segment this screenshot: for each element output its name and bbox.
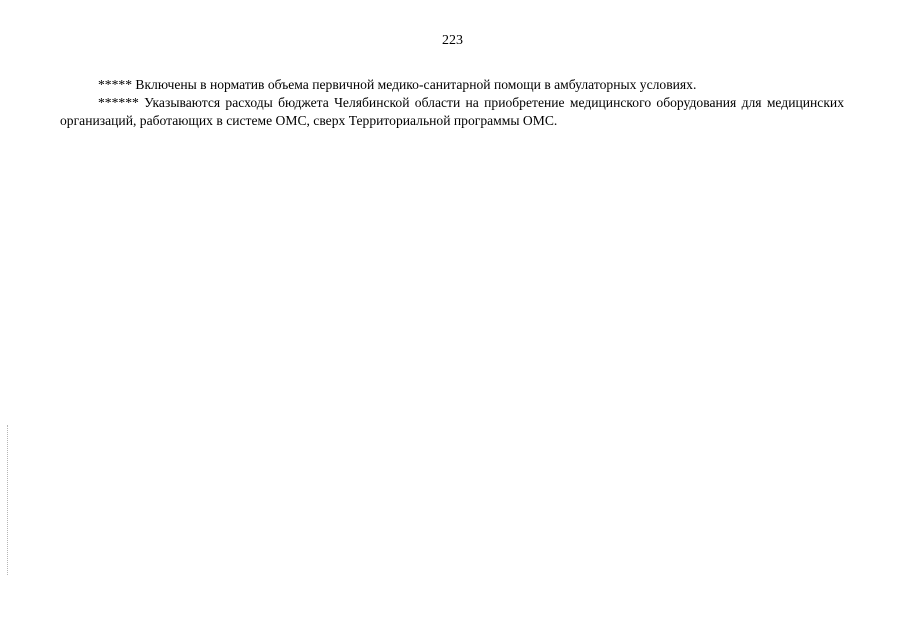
footnote-5-marker: ***** bbox=[98, 77, 132, 92]
footnote-5 bbox=[60, 76, 844, 94]
footnote-6-text: Указываются расходы бюджета Челябинской области на приобретение медицинского оборудования для медицинских организаций, работающих в системе ОМС, сверх Территориальной программы ОМС. bbox=[60, 95, 845, 128]
scan-margin-line bbox=[7, 425, 8, 575]
footnote-6-marker: ****** bbox=[98, 95, 139, 110]
footnote-5-text: Включены в норматив объема первичной медико-санитарной помощи в амбулаторных условиях. bbox=[135, 77, 697, 92]
page-number: 223 bbox=[442, 33, 463, 48]
footnote-6 bbox=[60, 94, 844, 130]
footnotes-section bbox=[60, 76, 844, 130]
